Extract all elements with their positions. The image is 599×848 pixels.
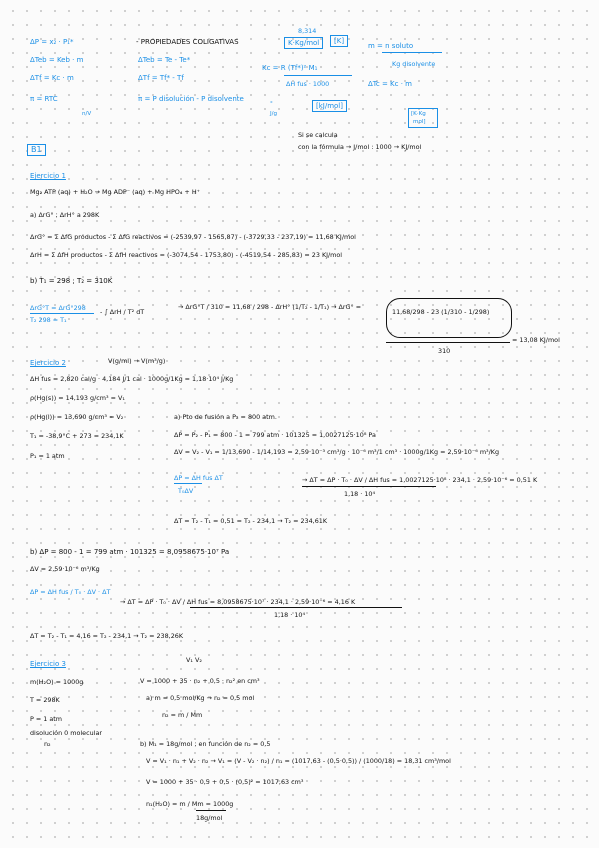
ex2-p1: P₁ = 1 atm [30,452,65,460]
note-careful: Si se calcula [298,131,338,139]
units-tag-1: K·Kg/mol [284,37,323,49]
ex1-question-a: a) ΔrG° ; ΔrH° a 298K [30,211,100,219]
ex2-part-a: a) Pto de fusión a P₂ = 800 atm. [174,413,277,421]
ex2-t1: T₁ = -38,9°C + 273 = 234,1K [30,432,124,440]
units-tag-2: [K] [330,35,348,47]
ex1-gibbs-helmholtz: ΔrG°T = ΔrG°298 [30,304,86,312]
ex2-part-b: b) ΔP = 800 - 1 = 799 atm · 101325 = 8,0958675·10⁷ Pa [30,548,230,556]
ex1-bracket-content: 11,68/298 - 23 (1/310 - 1/298) [392,308,490,316]
formula-delta-teb: ΔTeb = Keb · m [30,56,84,64]
ex3-solution: disolución 0 molecular [30,729,103,737]
ex2-clapeyron: ΔP = ΔH fus ΔT [174,474,223,482]
note-convert: con la fórmula → J/mol : 1000 → KJ/mol [298,143,422,151]
ex3-v-labels: V₁ V₂ [186,656,202,664]
formula-pi-2: π = P disolución - P disolvente [138,95,244,103]
ex1-gh-denominator: T₂ 298 = T₁ [30,316,67,324]
note-jmol: J/g [270,111,278,117]
ex3-volume-eq: V = 1000 + 35 · n₂ + 0,5 · n₂² en cm³ [140,677,260,685]
block-label-b1: B1 [27,144,46,156]
formula-delta-teb-2: ΔTeb = Te - Te* [138,56,191,64]
exercise-3-heading: Ejercicio 3 [30,660,66,668]
formula-delta-p: ΔP = x₂ · P₁* [30,38,74,46]
ex2-part-b-den: 1,18 · 10⁴ [274,611,306,619]
r-value: 8,314 [298,27,317,35]
ex3-part-b: b) M₁ = 18g/mol ; en función de n₂ = 0,5 [140,740,271,748]
ex3-n2: n₂ = m / Mm [162,711,203,719]
ex2-part-b-result: ΔT = T₂ - T₁ = 4,16 = T₂ - 234,1 → T₂ = 238,26K [30,632,184,640]
ex3-moles-den: 18g/mol [196,814,223,822]
ex2-rho-hg-s: ρ(Hg(s)) = 14,193 g/cm³ = V₁ [30,394,125,402]
ex3-partial-molar: V = V₁ · n₁ + V₂ · n₂ → V₁ = (V - V₂ · n₂) / n₁ = (1017,63 - (0,5·0,5)) / (1000/18) = 18,31 cm³/mol [146,757,451,765]
ex1-bracket [386,298,512,338]
formula-molality: m = n soluto [368,42,414,50]
note-degree: ° [270,101,273,107]
ex1-part-b: b) T₁ = 298 ; T₂ = 310K [30,277,113,285]
ex1-result: = 13,08 KJ/mol [512,336,560,344]
formula-n-over-v: n/V [82,111,92,117]
ex2-delta-t-calc: → ΔT = ΔP · T₀ · ΔV / ΔH fus = 1,0027125·10⁸ · 234,1 · 2,59·10⁻⁶ = 0,51 K [302,476,538,484]
formula-kc-denominator: ΔH fus · 1000 [286,80,330,88]
ex1-step: → ΔrG°T / 310 = 11,68 / 298 - ΔrH° (1/T₂ - 1/T₁) → ΔrG° = [178,303,362,311]
units-box-4: [K·Kg mol] [408,108,438,128]
ex2-units: V(g/ml) → V(m³/g) [108,357,166,365]
ex2-part-b-formula: ΔP = ΔH fus / T₀ · ΔV · ΔT [30,588,111,596]
ex3-volume-calc: V = 1000 + 35 · 0,5 + 0,5 · (0,5)² = 1017,63 cm³ [146,778,304,786]
ex2-t2: ΔT = T₂ - T₁ = 0,51 = T₂ - 234,1 → T₂ = 234,61K [174,517,328,525]
section-title: - PROPIEDADES COLIGATIVAS [136,38,239,46]
ex3-moles-water: n₁(H₂O) = m / Mm = 1000g [146,800,234,808]
ex1-integral: - ∫ ΔrH / T² dT [100,308,145,316]
formula-pi: π = RTC [30,95,58,103]
ex2-clapeyron-den: T₀ΔV [178,487,194,495]
ex1-denominator-310: 310 [438,347,451,355]
ex3-n2-label: n₂ [44,740,51,748]
ex1-delta-g: ΔrG° = Σ ΔfG productos - Σ ΔfG reactivos = (-2539,97 - 1565,87) - (-3729,33 - 237,19) = 11,68 KJ/mol [30,233,356,241]
ex1-delta-h: ΔrH = Σ ΔfH productos - Σ ΔfH reactivos = (-3074,54 - 1753,80) - (-4519,54 - 285,83) = 23 KJ/mol [30,251,343,259]
formula-kc: Kc = R (Tf*)² M₁ [262,64,318,72]
ex3-mass-water: m(H₂O) = 1000g [30,678,84,686]
ex3-part-a: a) m = 0,5 mol/Kg → n₂ = 0,5 mol [146,694,255,702]
exercise-1-heading: Ejercicio 1 [30,172,66,180]
ex3-temperature: T = 298K [30,696,60,704]
ex2-dh-fus: ΔH fus = 2,820 cal/g · 4,184 J/1 cal · 1000g/1Kg = 1,18·10⁴ J/Kg [30,375,234,383]
ex2-delta-v: ΔV = V₂ - V₁ = 1/13,690 - 1/14,193 = 2,59·10⁻³ cm³/g · 10⁻⁶ m³/1 cm³ · 1000g/1Kg = 2,59·10⁻⁶ m³/Kg [174,448,500,456]
formula-molality-denominator: Kg disolvente [392,60,436,68]
ex2-delta-t-den: 1,18 · 10⁴ [344,490,376,498]
ex2-part-b-calc: → ΔT = ΔP · T₀ · ΔV / ΔH fus = 8,0958675·10⁷ · 234,1 · 2,59·10⁻⁶ = 4,16 K [120,598,356,606]
ex3-pressure: P = 1 atm [30,715,63,723]
units-tag-3: [kJ/mol] [312,100,347,112]
ex2-delta-p: ΔP = P₂ - P₁ = 800 - 1 = 799 atm · 101325 = 1,0027125·10⁸ Pa [174,431,376,439]
formula-delta-tc: ΔTc = Kc · m [368,80,412,88]
ex1-reaction: Mg₂ ATP (aq) + H₂O → Mg ADP⁻ (aq) + Mg HPO₄ + H⁺ [30,188,200,196]
ex2-rho-hg-l: ρ(Hg(l)) = 13,690 g/cm³ = V₂ [30,413,124,421]
formula-delta-tf: ΔTf = Kc · m [30,74,74,82]
exercise-2-heading: Ejercicio 2 [30,359,66,367]
ex2-part-b-dv: ΔV = 2,59·10⁻⁶ m³/Kg [30,565,100,573]
formula-delta-tf-2: ΔTf = Tf* - Tf [138,74,184,82]
